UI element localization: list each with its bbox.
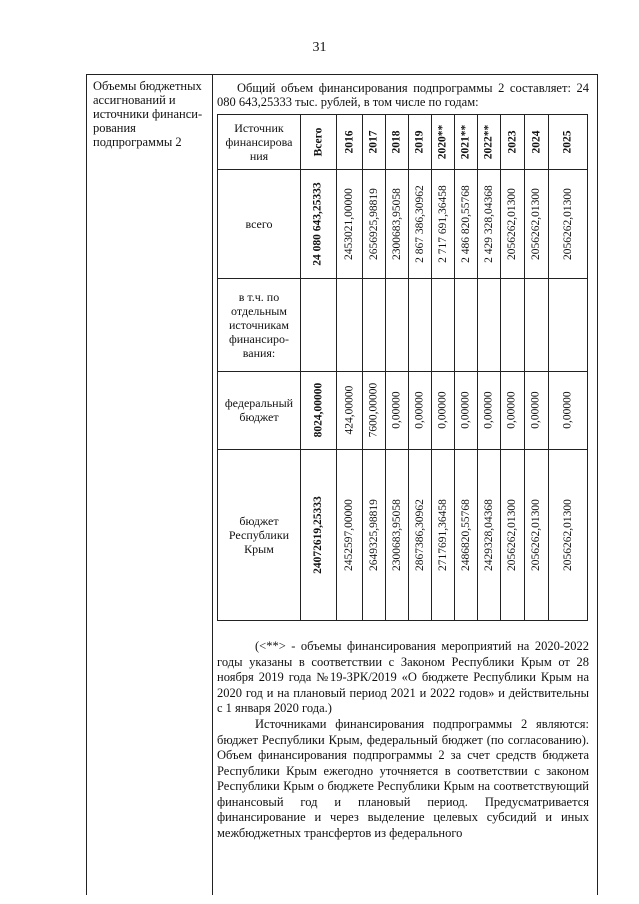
- note-paragraph: (<**> - объемы финансирования мероприятий на 2020-2022 годы указаны в соответствии с Законом Республики Крым от 28 ноября 2019 года №19-ЗРК/2019 «О бюджете Республики Крым на 2020 год и на плановый период 2021 и 2022 годов» и действительны с 1 января 2020 года.): [217, 639, 589, 715]
- value-cell: [300, 371, 336, 449]
- row-label: федеральный бюджет: [224, 396, 294, 424]
- value: 2056262,01300: [561, 498, 574, 571]
- value: 24072619,25333: [312, 495, 324, 574]
- value-cell: [362, 169, 385, 278]
- value: 2429328,04368: [482, 498, 495, 571]
- value-cell: [408, 278, 431, 371]
- value: 2056262,01300: [506, 187, 518, 260]
- value: 2717691,36458: [436, 498, 449, 571]
- value: 0,00000: [436, 391, 449, 429]
- value-cell: [548, 278, 587, 371]
- value-cell: [548, 449, 587, 620]
- row-label: всего: [245, 216, 273, 231]
- value: 0,00000: [482, 391, 495, 429]
- value: 8024,00000: [312, 382, 324, 438]
- column-header: Всего: [312, 127, 324, 157]
- value-cell: [336, 278, 362, 371]
- left-label: Объемы бюджетных ассигнований и источники финанси-рования подпрограммы 2: [93, 79, 203, 149]
- value-cell: [454, 371, 477, 449]
- row-label-cell: [222, 449, 296, 620]
- header-cell: [548, 115, 587, 169]
- value-cell: [408, 371, 431, 449]
- value-cell: [431, 169, 454, 278]
- row-label: в т.ч. по отдельным источникам финансиро-вания:: [228, 289, 290, 360]
- value-cell: [431, 371, 454, 449]
- value-cell: [431, 278, 454, 371]
- value: 0,00000: [561, 391, 574, 429]
- value: 2 486 820,55768: [459, 184, 472, 263]
- value-cell: [385, 449, 408, 620]
- value-cell: [477, 449, 500, 620]
- header-cell: [524, 115, 548, 169]
- column-divider: [212, 75, 213, 895]
- header-cell: [454, 115, 477, 169]
- value-cell: [524, 449, 548, 620]
- value-cell: [524, 371, 548, 449]
- value-cell: [477, 169, 500, 278]
- value-cell: [336, 449, 362, 620]
- header-cell: [500, 115, 524, 169]
- value: 0,00000: [530, 391, 542, 429]
- value: 0,00000: [413, 391, 426, 429]
- value-cell: [454, 169, 477, 278]
- value-cell: [385, 371, 408, 449]
- value-cell: [300, 278, 336, 371]
- value: 2 717 691,36458: [436, 184, 449, 263]
- value-cell: [548, 371, 587, 449]
- value-cell: [336, 371, 362, 449]
- value: 2453021,00000: [343, 187, 355, 260]
- header-cell: [362, 115, 385, 169]
- value-cell: [408, 449, 431, 620]
- value-cell: [362, 371, 385, 449]
- value: 2 429 328,04368: [482, 184, 495, 263]
- value: 424,00000: [343, 385, 355, 435]
- value: 2452597,00000: [343, 498, 355, 571]
- row-label-cell: [222, 371, 296, 449]
- value: 0,00000: [506, 391, 518, 429]
- value: 2056262,01300: [530, 498, 542, 571]
- value-cell: [454, 278, 477, 371]
- value-cell: [336, 169, 362, 278]
- value: 0,00000: [459, 391, 472, 429]
- value-cell: [500, 169, 524, 278]
- value-cell: [477, 371, 500, 449]
- value-cell: [477, 278, 500, 371]
- column-header: 2020**: [436, 124, 449, 160]
- value-cell: [500, 278, 524, 371]
- row-label-cell: [222, 278, 296, 371]
- value: 2056262,01300: [530, 187, 542, 260]
- value: 24 080 643,25333: [312, 181, 324, 266]
- row-label-cell: [222, 169, 296, 278]
- value: 2649325,98819: [367, 498, 380, 571]
- header-cell: [300, 115, 336, 169]
- page-number: 31: [312, 40, 327, 55]
- column-header: 2017: [367, 130, 380, 154]
- row-label: бюджет Республики Крым: [228, 513, 290, 556]
- value: 2056262,01300: [561, 187, 574, 260]
- value: 2486820,55768: [459, 498, 472, 571]
- column-header: 2018: [390, 130, 403, 154]
- value-cell: [300, 169, 336, 278]
- value-cell: [500, 371, 524, 449]
- header-cell: [408, 115, 431, 169]
- column-header: 2019: [413, 130, 426, 154]
- value: 2867386,30962: [413, 498, 426, 571]
- value-cell: [454, 449, 477, 620]
- value: 2656925,98819: [367, 187, 380, 260]
- header-label-cell: [218, 115, 300, 169]
- value: 0,00000: [390, 391, 403, 429]
- value: 2 867 386,30962: [413, 184, 426, 263]
- intro-text: Общий объем финансирования подпрограммы 2 составляет: 24 080 643,25333 тыс. рублей, в том числе по годам:: [217, 81, 589, 109]
- value-cell: [408, 169, 431, 278]
- sources-paragraph: Источниками финансирования подпрограммы 2 являются: бюджет Республики Крым, федеральный бюджет (по согласованию). Объем финансирования подпрограммы 2 за счет средств бюджета Республики Крым ежегодно уточняется в соответствии с законом Республики Крым о бюджете Республики Крым на соответствующий финансовый год и плановый период. Предусматривается финансирование и через выделение целевых субсидий и иных межбюджетных трансфертов из федерального: [217, 717, 589, 840]
- column-header: 2022**: [482, 124, 495, 160]
- header-cell: [385, 115, 408, 169]
- value-cell: [362, 278, 385, 371]
- column-header: 2023: [506, 130, 518, 154]
- value-cell: [362, 449, 385, 620]
- financing-table: [217, 114, 588, 621]
- column-header: 2021**: [459, 124, 472, 160]
- column-header: 2016: [343, 130, 355, 154]
- value-cell: [300, 449, 336, 620]
- value-cell: [524, 278, 548, 371]
- column-header: 2025: [561, 130, 574, 154]
- header-cell: [477, 115, 500, 169]
- value: 2300683,95058: [390, 498, 403, 571]
- value-cell: [548, 169, 587, 278]
- value: 2056262,01300: [506, 498, 518, 571]
- header-label: Источник финансирова ния: [225, 121, 293, 163]
- header-cell: [431, 115, 454, 169]
- value-cell: [500, 449, 524, 620]
- value-cell: [431, 449, 454, 620]
- value-cell: [524, 169, 548, 278]
- column-header: 2024: [530, 130, 542, 154]
- header-cell: [336, 115, 362, 169]
- value-cell: [385, 169, 408, 278]
- value: 7600,00000: [367, 382, 380, 438]
- value-cell: [385, 278, 408, 371]
- value: 2300683,95058: [390, 187, 403, 260]
